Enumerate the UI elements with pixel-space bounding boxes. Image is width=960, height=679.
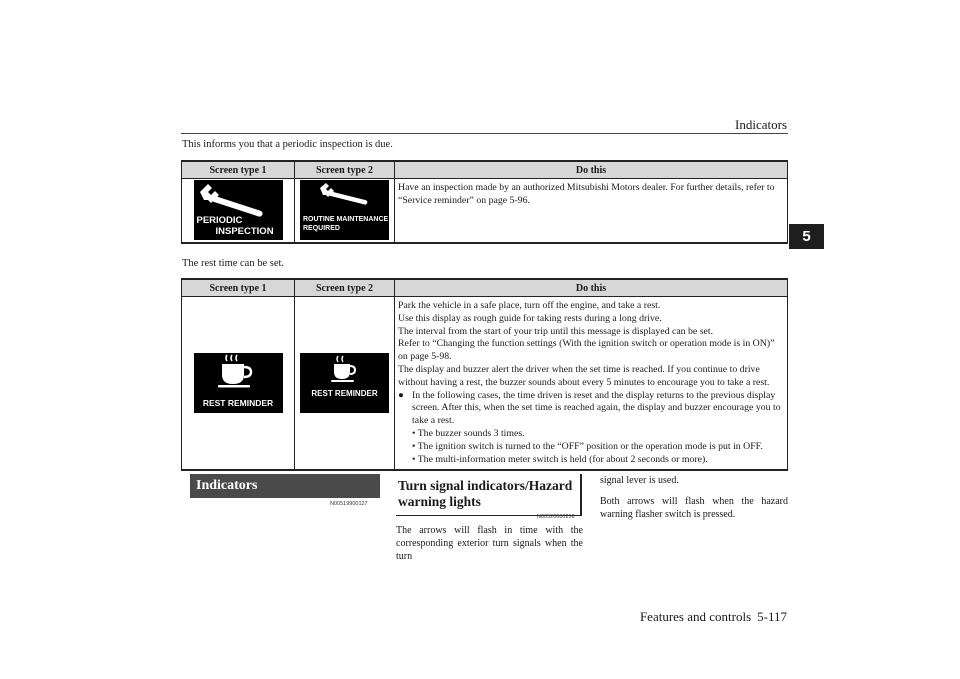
- column-header-screen-type-1: Screen type 1: [182, 279, 295, 297]
- rest-subitem: • The multi-information meter switch is held (for about 2 seconds or more).: [412, 453, 708, 465]
- turn-signal-text-right-2: Both arrows will flash when the hazard warning flasher switch is pressed.: [600, 496, 788, 520]
- turn-signal-text-right-1: signal lever is used.: [600, 475, 679, 486]
- routine-caption-line2: REQUIRED: [303, 225, 340, 233]
- routine-caption-line1: ROUTINE MAINTENANCE: [303, 216, 389, 224]
- bullet-dot-icon: ●: [398, 389, 404, 401]
- screen-type-1-cell: [182, 297, 295, 471]
- footer-page-number: 5-117: [757, 609, 787, 624]
- coffee-cup-icon: [300, 353, 389, 413]
- screen-type-2-cell: [295, 179, 395, 243]
- column-header-do-this: Do this: [395, 161, 788, 179]
- periodic-caption-line1: PERIODIC: [196, 215, 243, 227]
- rest-instruction-line: The display and buzzer alert the driver when the set time is reached. If you continue to drive without having a rest, the buzzer sounds about every 5 minutes to encourage you to take a rest.: [398, 363, 770, 388]
- column-header-do-this: Do this: [395, 279, 788, 297]
- column-header-screen-type-2: Screen type 2: [295, 279, 395, 297]
- screen-type-2-cell: [295, 297, 395, 471]
- periodic-inspection-screen-1: [194, 180, 283, 240]
- header-rule: [181, 133, 788, 134]
- rest-subitem: • The buzzer sounds 3 times.: [412, 427, 525, 439]
- rest-bullet-text: In the following cases, the time driven is reset and the display returns to the previous display screen. After this, when the set time is reached again, the display and buzzer encourage you to take a rest.: [412, 389, 781, 427]
- turn-signal-code: N00520000216: [537, 514, 575, 520]
- rest-reminder-screen-1: [194, 353, 283, 413]
- page-footer: [634, 609, 787, 625]
- screen-type-1-cell: [182, 179, 295, 243]
- periodic-instruction: Have an inspection made by an authorized Mitsubishi Motors dealer. For further details, refer to “Service reminder” on page 5-96.: [398, 182, 775, 206]
- column-header-screen-type-2: Screen type 2: [295, 161, 395, 179]
- periodic-caption-line2: INSPECTION: [215, 226, 274, 238]
- column-header-screen-type-1: Screen type 1: [182, 161, 295, 179]
- periodic-inspection-table: [181, 160, 788, 244]
- rest-instruction-line: Park the vehicle in a safe place, turn off the engine, and take a rest.: [398, 300, 661, 311]
- periodic-do-this-cell: [395, 179, 788, 243]
- rest-bullet-item: [398, 390, 783, 428]
- rest-reminder-table: [181, 278, 788, 471]
- routine-maintenance-screen-2: [300, 180, 389, 240]
- indicators-section-heading: Indicators: [190, 474, 380, 498]
- indicators-section-code: N00519900127: [330, 501, 368, 507]
- rest-instruction-line: Refer to “Changing the function settings (With the ignition switch or operation mode is in ON)” on page 5-98.: [398, 338, 775, 363]
- rest-caption-2: REST REMINDER: [311, 389, 378, 399]
- rest-reminder-intro: The rest time can be set.: [182, 258, 285, 269]
- rest-subitem: • The ignition switch is turned to the “OFF” position or the operation mode is put in OFF.: [412, 440, 763, 452]
- chapter-tab: 5: [789, 224, 824, 249]
- turn-signal-text-left: The arrows will flash in time with the corresponding exterior turn signals when the turn: [396, 525, 583, 562]
- rest-reminder-screen-2: [300, 353, 389, 413]
- rest-caption-1: REST REMINDER: [202, 398, 274, 409]
- rest-instruction-line: Use this display as rough guide for taking rests during a long drive.: [398, 312, 662, 324]
- periodic-inspection-intro: This informs you that a periodic inspection is due.: [182, 139, 393, 150]
- footer-section-name: Features and controls: [639, 609, 752, 624]
- rest-instruction-line: The interval from the start of your trip until this message is displayed can be set.: [398, 325, 714, 337]
- running-header-title: Indicators: [735, 117, 787, 132]
- turn-signal-heading: Turn signal indicators/Hazard warning lights: [396, 474, 582, 516]
- rest-do-this-cell: [395, 297, 788, 471]
